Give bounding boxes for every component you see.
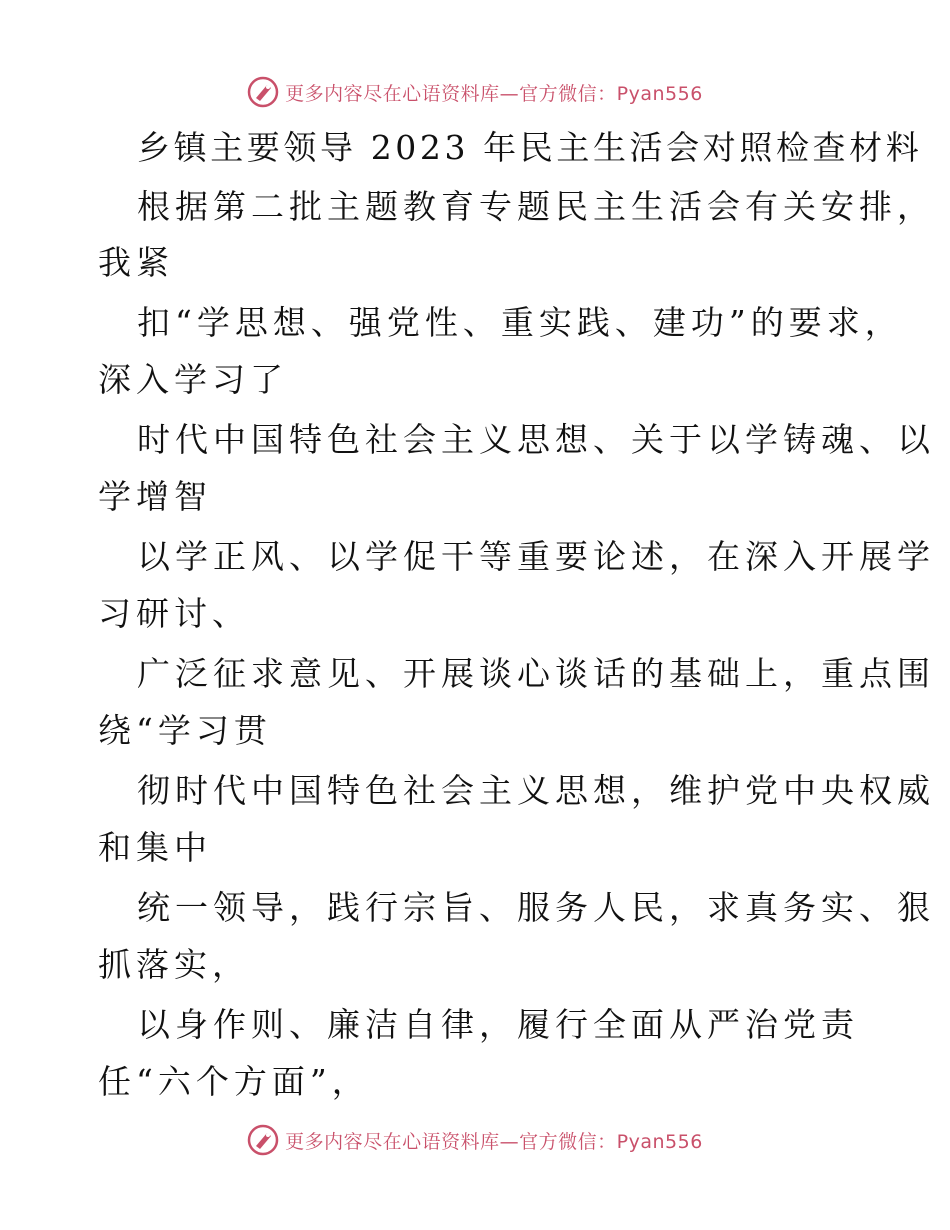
- text-line: 绕“学习贯: [98, 711, 272, 750]
- document-title: 乡镇主要领导 2023 年民主生活会对照检查材料: [137, 128, 923, 167]
- text-line: 学增智: [98, 477, 212, 516]
- text-line: 统一领导，践行宗旨、服务人民，求真务实、狠: [137, 888, 935, 927]
- text-line: 扣“学思想、强党性、重实践、建功”的要求，: [137, 303, 903, 342]
- pen-nib-logo-icon: [247, 76, 279, 108]
- text-line: 以学正风、以学促干等重要论述，在深入开展学: [137, 537, 935, 576]
- watermark-text: 更多内容尽在心语资料库—官方微信：Pyan556: [285, 1130, 703, 1153]
- header-watermark-banner: [0, 72, 950, 112]
- text-line: 彻时代中国特色社会主义思想，维护党中央权威: [137, 771, 935, 810]
- text-line: 任“六个方面”，: [98, 1062, 370, 1101]
- text-line: 广泛征求意见、开展谈心谈话的基础上，重点围: [137, 654, 935, 693]
- footer-watermark-banner: [0, 1120, 950, 1160]
- text-line: 我紧: [98, 243, 174, 282]
- text-line: 根据第二批主题教育专题民主生活会有关安排，: [137, 187, 935, 226]
- text-line: 时代中国特色社会主义思想、关于以学铸魂、以: [137, 420, 935, 459]
- text-line: 和集中: [98, 828, 212, 867]
- text-line: 习研讨、: [98, 594, 250, 633]
- text-line: 深入学习了: [98, 360, 288, 399]
- watermark-text: 更多内容尽在心语资料库—官方微信：Pyan556: [285, 82, 703, 105]
- text-line: 抓落实，: [98, 945, 250, 984]
- pen-nib-logo-icon: [247, 1124, 279, 1156]
- text-line: 以身作则、廉洁自律，履行全面从严治党责: [137, 1005, 859, 1044]
